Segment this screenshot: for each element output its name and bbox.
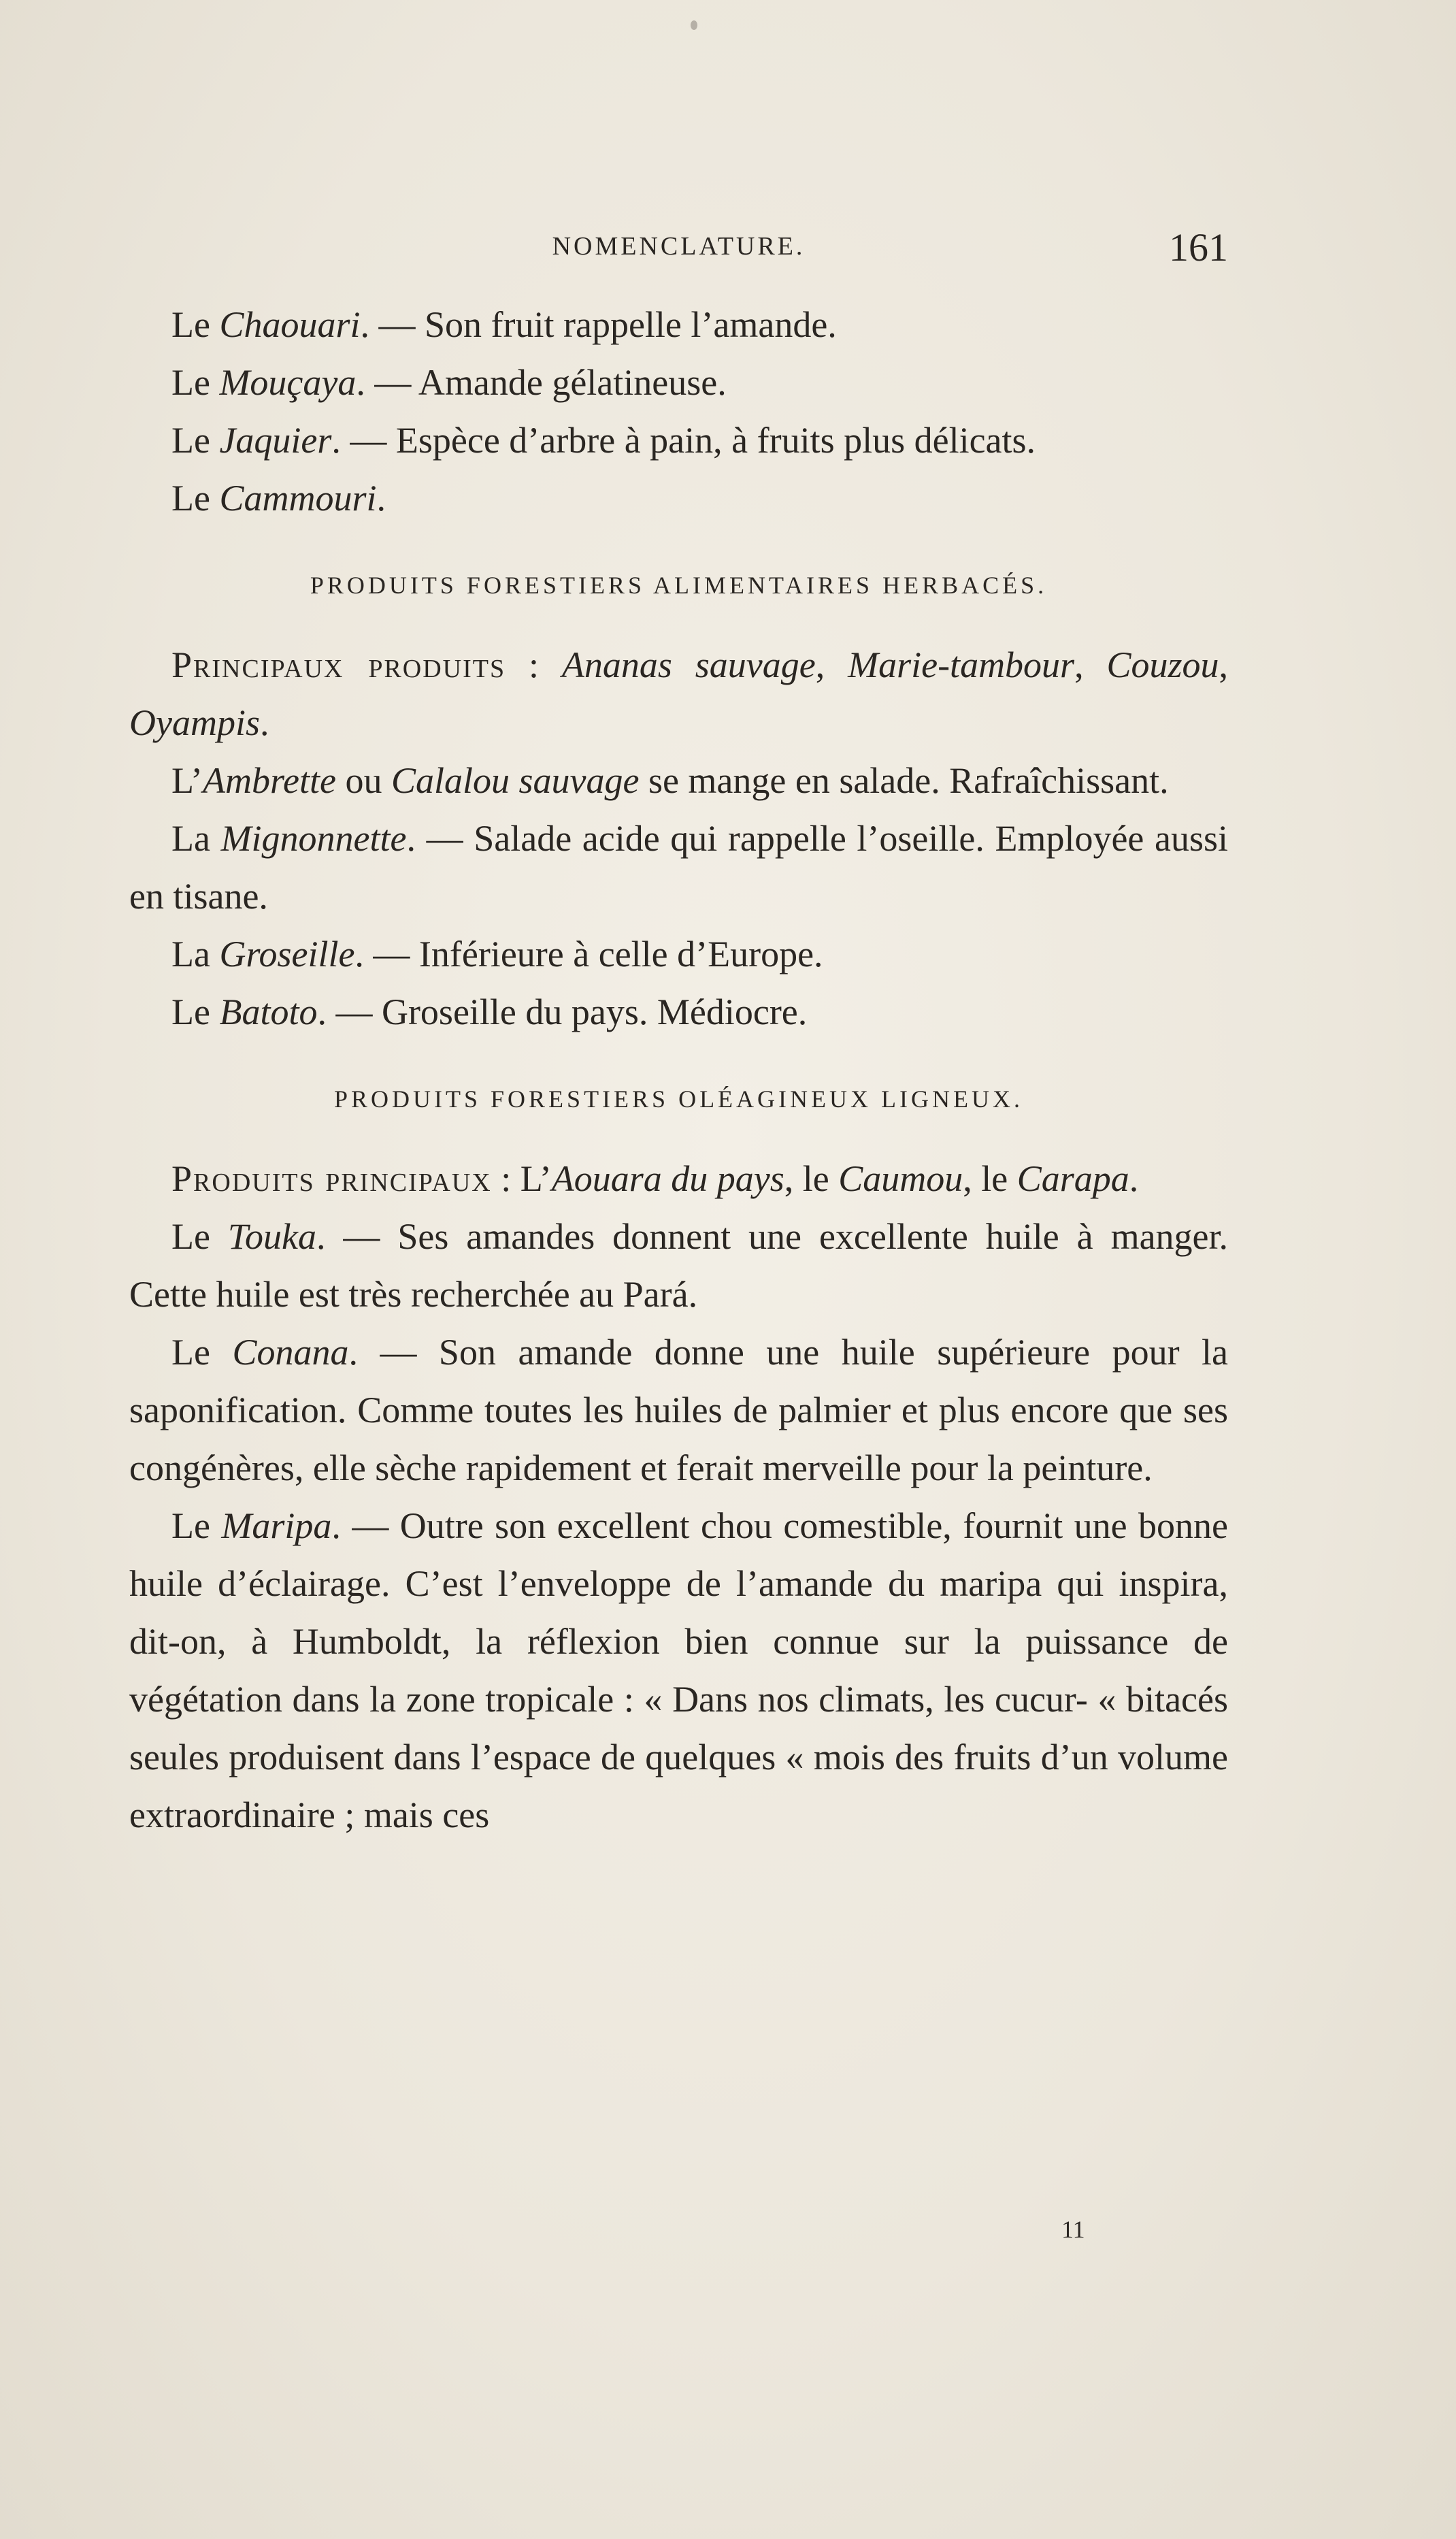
- entry-term: Calalou sauvage: [391, 760, 640, 801]
- entry-term: Ananas sauvage: [561, 644, 816, 685]
- entry-prefix: Le: [171, 478, 220, 519]
- entry-term: Groseille: [219, 934, 355, 974]
- entry-jaquier: [129, 412, 1228, 470]
- entry-prefix: L’: [171, 760, 203, 801]
- entry-touka: [129, 1208, 1228, 1324]
- separator: :: [506, 644, 562, 685]
- page-number: 161: [1169, 225, 1228, 269]
- entry-prefix: Le: [171, 362, 220, 403]
- entry-text: . — Outre son excellent chou comestible, fournit une bonne huile d’éclairage. C’est l’enveloppe de l’amande du maripa qui inspira, dit-on, à Humboldt, la réflexion bien connue sur la puissance de végétation dans la zone tropicale : « Dans nos climats, les cucur- « bitacés seules produisent dans l’espace de quelques « mois des fruits d’un volume extraordinaire ; mais ces: [129, 1505, 1229, 1835]
- separator: , le: [784, 1158, 839, 1199]
- running-title: NOMENCLATURE.: [552, 232, 806, 261]
- entry-moucaya: [129, 354, 1228, 412]
- entry-conana: [129, 1324, 1228, 1497]
- entry-mignonnette: [129, 810, 1228, 925]
- entry-groseille: [129, 925, 1228, 983]
- entry-term: Mouçaya: [219, 362, 357, 403]
- lead-words: Produits principaux: [171, 1158, 492, 1199]
- principal-products-oleagineux: [129, 1150, 1228, 1208]
- entry-term: Chaouari: [219, 304, 361, 345]
- entry-term: Maripa: [221, 1505, 332, 1546]
- separator: , le: [963, 1158, 1017, 1199]
- entry-term: Marie-tambour: [848, 644, 1075, 685]
- entry-ambrette: [129, 752, 1228, 810]
- entry-chaouari: [129, 296, 1228, 354]
- entry-text: . — Amande gélatineuse.: [356, 362, 727, 403]
- entry-text: . — Son fruit rappelle l’amande.: [360, 304, 837, 345]
- entry-term: Batoto: [219, 992, 318, 1032]
- entry-text: . — Salade acide qui rappelle l’oseille. Employée aussi en tisane.: [129, 818, 1228, 917]
- entry-prefix: La: [171, 934, 220, 974]
- entry-batoto: [129, 983, 1228, 1041]
- section-heading-herbaces: PRODUITS FORESTIERS ALIMENTAIRES HERBACÉS.: [310, 572, 1048, 599]
- entry-term: Jaquier: [219, 420, 332, 461]
- entry-prefix: Le: [171, 1332, 233, 1373]
- separator: : L’: [491, 1158, 552, 1199]
- separator: ,: [1219, 644, 1228, 685]
- entry-maripa: [129, 1497, 1228, 1844]
- entry-prefix: Le: [171, 420, 220, 461]
- entry-text: .: [376, 478, 386, 519]
- principal-products-herbaces: [129, 636, 1228, 752]
- separator: ,: [815, 644, 848, 685]
- ink-speck: [691, 20, 697, 30]
- entry-text: se mange en salade. Rafraîchissant.: [639, 760, 1169, 801]
- separator: .: [259, 702, 269, 743]
- entry-prefix: Le: [171, 1505, 222, 1546]
- entry-term: Couzou: [1106, 644, 1219, 685]
- entry-term: Conana: [232, 1332, 349, 1373]
- entry-term: Aouara du pays: [551, 1158, 784, 1199]
- entry-text: . — Inférieure à celle d’Europe.: [354, 934, 823, 974]
- entry-text: . — Ses amandes donnent une excellente huile à manger. Cette huile est très recherchée au Pará.: [129, 1216, 1229, 1315]
- entry-term: Carapa: [1016, 1158, 1129, 1199]
- separator: .: [1129, 1158, 1139, 1199]
- separator: ou: [335, 760, 391, 801]
- entry-term: Touka: [227, 1216, 316, 1257]
- body-text: [129, 296, 1228, 1844]
- entry-prefix: Le: [171, 304, 220, 345]
- page-header: [129, 225, 1228, 272]
- entry-text: . — Espèce d’arbre à pain, à fruits plus délicats.: [331, 420, 1036, 461]
- lead-words: Principaux produits: [171, 644, 506, 685]
- entry-prefix: Le: [171, 1216, 228, 1257]
- entry-term: Oyampis: [129, 702, 260, 743]
- entry-cammouri: [129, 470, 1228, 527]
- entry-text: . — Groseille du pays. Médiocre.: [317, 992, 808, 1032]
- entry-term: Ambrette: [203, 760, 336, 801]
- entry-term: Caumou: [838, 1158, 963, 1199]
- entry-text: . — Son amande donne une huile supérieure pour la saponification. Comme toutes les huiles de palmier et plus encore que ses congénères, elle sèche rapidement et ferait merveille pour la peinture.: [129, 1332, 1229, 1488]
- entry-term: Cammouri: [219, 478, 377, 519]
- entry-prefix: Le: [171, 992, 220, 1032]
- section-heading-oleagineux: PRODUITS FORESTIERS OLÉAGINEUX LIGNEUX.: [334, 1085, 1023, 1113]
- separator: ,: [1074, 644, 1107, 685]
- entry-prefix: La: [171, 818, 221, 859]
- entry-term: Mignonnette: [220, 818, 407, 859]
- signature-mark: 11: [1061, 2216, 1085, 2243]
